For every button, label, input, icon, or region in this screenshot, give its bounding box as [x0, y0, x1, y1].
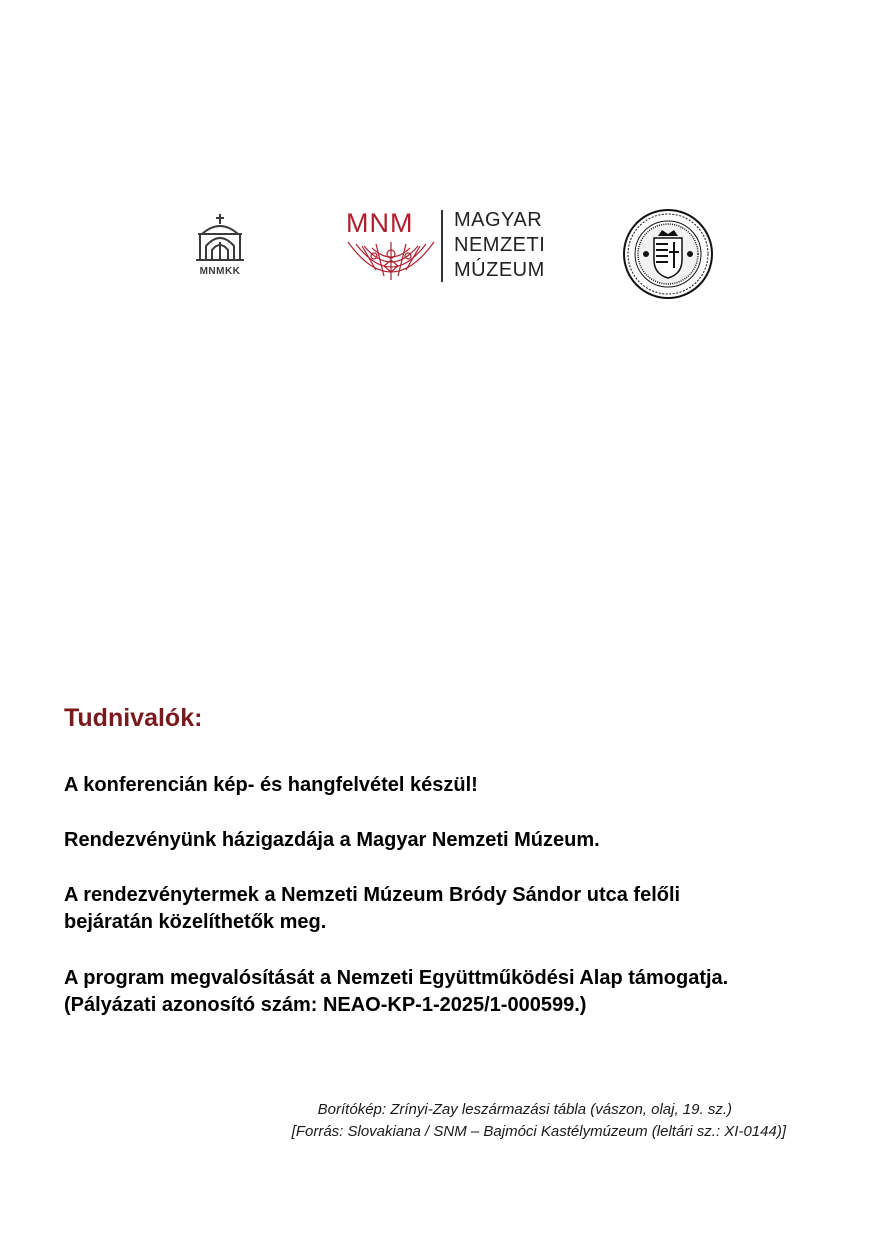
info-paragraph: [64, 827, 600, 854]
building-facade-icon: [192, 212, 248, 264]
mnmkk-logo: [188, 212, 252, 284]
caption-line: Borítókép: Zrínyi-Zay leszármazási tábla (vászon, olaj, 19. sz.): [317, 1101, 732, 1118]
mnmkk-logo-text: MNMKK: [199, 266, 241, 277]
info-line: Rendezvényünk házigazdája a Magyar Nemzeti Múzeum.: [64, 829, 600, 851]
info-line: A konferencián kép- és hangfelvétel készül!: [64, 774, 478, 796]
folk-fan-ornament-icon: [346, 240, 436, 282]
caption-source-line: [Forrás: Slovakiana / SNM – Bajmóci Kastélymúzeum (leltári sz.: XI-0144)]: [291, 1123, 786, 1140]
mnm-logo: [344, 206, 556, 286]
info-line: A rendezvénytermek a Nemzeti Múzeum Bródy Sándor utca felőli: [64, 884, 681, 906]
mnm-logo-word: MAGYAR: [454, 209, 543, 231]
info-line: A program megvalósítását a Nemzeti Együttműködési Alap támogatja.: [64, 967, 729, 989]
info-line: bejáratán közelíthetők meg.: [64, 911, 327, 933]
mnm-logo-word: NEMZETI: [454, 234, 546, 256]
circular-coat-of-arms-seal-icon: [622, 208, 714, 300]
mnm-logo-divider: [441, 210, 443, 282]
info-line: (Pályázati azonosító szám: NEAO-KP-1-2025/1-000599.): [64, 994, 587, 1016]
info-paragraph: [64, 772, 478, 799]
mnm-logo-wordmark: [454, 208, 545, 283]
cover-image-caption: [292, 1099, 786, 1143]
seal-logo: [622, 208, 714, 300]
page-title: Tudnivalók:: [64, 704, 203, 732]
info-paragraph: [64, 965, 728, 1019]
mnm-logo-letters: MNM: [346, 208, 414, 238]
mnm-logo-word: MÚZEUM: [454, 259, 545, 281]
info-paragraph: [64, 882, 680, 936]
